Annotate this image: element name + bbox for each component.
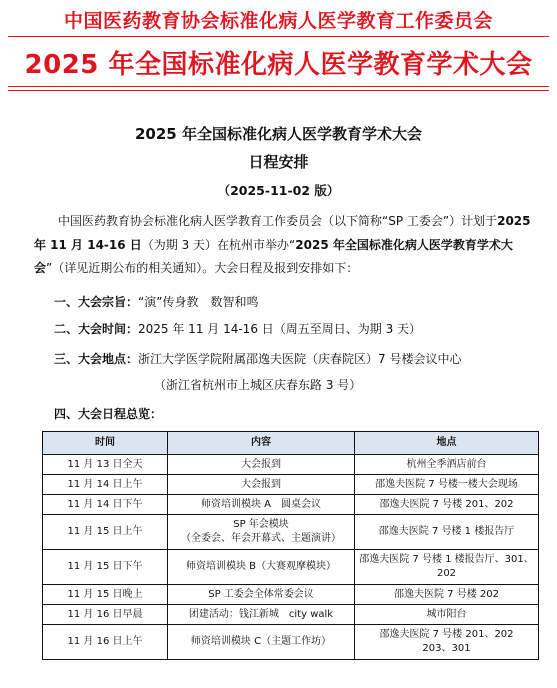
cell-place: 邵逸夫医院 7 号楼 202 [355, 585, 539, 605]
cell-place: 邵逸夫医院 7 号楼一楼大会现场 [355, 475, 539, 495]
cell-place: 邵逸夫医院 7 号楼 201、202 [355, 495, 539, 515]
time-text: 2025 年 11 月 14-16 日（周五至周日、为期 3 天） [138, 322, 422, 336]
table-header-row [43, 432, 539, 455]
cell-place-line: 邵逸夫医院 7 号楼 1 楼报告厅、301、 [359, 554, 534, 565]
cell-content-line: （全委会、年会开幕式、主题演讲） [181, 533, 341, 544]
cell-place-line: 202 [436, 568, 457, 579]
intro-tail: ”（详见近期公布的相关通知）。大会日程及报到安排如下： [46, 261, 359, 275]
section-venue [54, 350, 461, 367]
cell-content: 师资培训模块 B（大赛观摩模块） [168, 550, 355, 585]
cell-time: 11 月 15 日下午 [43, 550, 168, 585]
cell-content: 师资培训模块 C（主题工作坊） [168, 625, 355, 660]
cell-time: 11 月 15 日晚上 [43, 585, 168, 605]
header-divider [8, 36, 549, 37]
venue-address: （浙江省杭州市上城区庆春东路 3 号） [154, 378, 362, 392]
cell-place: 城市阳台 [355, 605, 539, 625]
doc-subtitle: 日程安排 [248, 153, 309, 171]
doc-title: 2025 年全国标准化病人医学教育学术大会 [135, 125, 422, 143]
intro-dates: 2025 年 11 月 14-16 日 [34, 214, 531, 252]
purpose-text: “演”传身教 数智和鸣 [138, 295, 259, 309]
cell-time: 11 月 14 日下午 [43, 495, 168, 515]
cell-place [355, 550, 539, 585]
cell-content: 师资培训模块 A 圆桌会议 [168, 495, 355, 515]
cell-content: 团建活动：钱江新城 city walk [168, 605, 355, 625]
schedule-table [42, 431, 539, 660]
table-row [43, 550, 539, 585]
intro-paragraph [34, 210, 544, 281]
cell-time: 11 月 14 日上午 [43, 475, 168, 495]
time-label: 二、大会时间： [54, 322, 139, 336]
overview-label: 四、大会日程总览： [54, 407, 163, 421]
section-time [54, 320, 421, 337]
header-content: 内容 [168, 432, 355, 455]
cell-content: 大会报到 [168, 475, 355, 495]
cell-place [355, 625, 539, 660]
cell-time: 11 月 13 日全天 [43, 455, 168, 475]
table-row [43, 605, 539, 625]
header-divider-thin [8, 90, 549, 91]
header-time: 时间 [43, 432, 168, 455]
cell-content-line: SP 年会模块 [233, 519, 289, 530]
table-row [43, 585, 539, 605]
table-row [43, 455, 539, 475]
cell-place: 杭州全季酒店前台 [355, 455, 539, 475]
section-overview [54, 405, 162, 422]
intro-lead: 中国医药教育协会标准化病人医学教育工作委员会（以下简称“SP 工委会”）计划于 [58, 214, 498, 228]
purpose-label: 一、大会宗旨： [54, 295, 139, 309]
table-row [43, 495, 539, 515]
intro-conference-name: 2025 年全国标准化病人医学教育学术大会 [34, 237, 513, 275]
cell-time: 11 月 15 日上午 [43, 515, 168, 550]
venue-label: 三、大会地点： [54, 352, 139, 366]
cell-place-line: 203、301 [422, 643, 471, 654]
table-row [43, 515, 539, 550]
org-header: 中国医药教育协会标准化病人医学教育工作委员会 [63, 10, 493, 32]
conference-header: 2025 年全国标准化病人医学教育学术大会 [24, 50, 533, 80]
table-row [43, 625, 539, 660]
cell-content [168, 515, 355, 550]
cell-place-line: 邵逸夫医院 7 号楼 201、202 [379, 629, 514, 640]
intro-mid: （为期 3 天）在杭州市举办“ [141, 237, 296, 252]
cell-content: 大会报到 [168, 455, 355, 475]
header-divider-thick [8, 86, 549, 87]
venue-text: 浙江大学医学院附属邵逸夫医院（庆春院区）7 号楼会议中心 [138, 352, 462, 366]
header-place: 地点 [355, 432, 539, 455]
section-purpose [54, 293, 258, 310]
cell-content: SP 工委会全体常委会议 [168, 585, 355, 605]
doc-version: （2025-11-02 版） [217, 183, 340, 198]
cell-time: 11 月 16 日上午 [43, 625, 168, 660]
table-row [43, 475, 539, 495]
cell-time: 11 月 16 日早晨 [43, 605, 168, 625]
cell-place: 邵逸夫医院 7 号楼 1 楼报告厅 [355, 515, 539, 550]
